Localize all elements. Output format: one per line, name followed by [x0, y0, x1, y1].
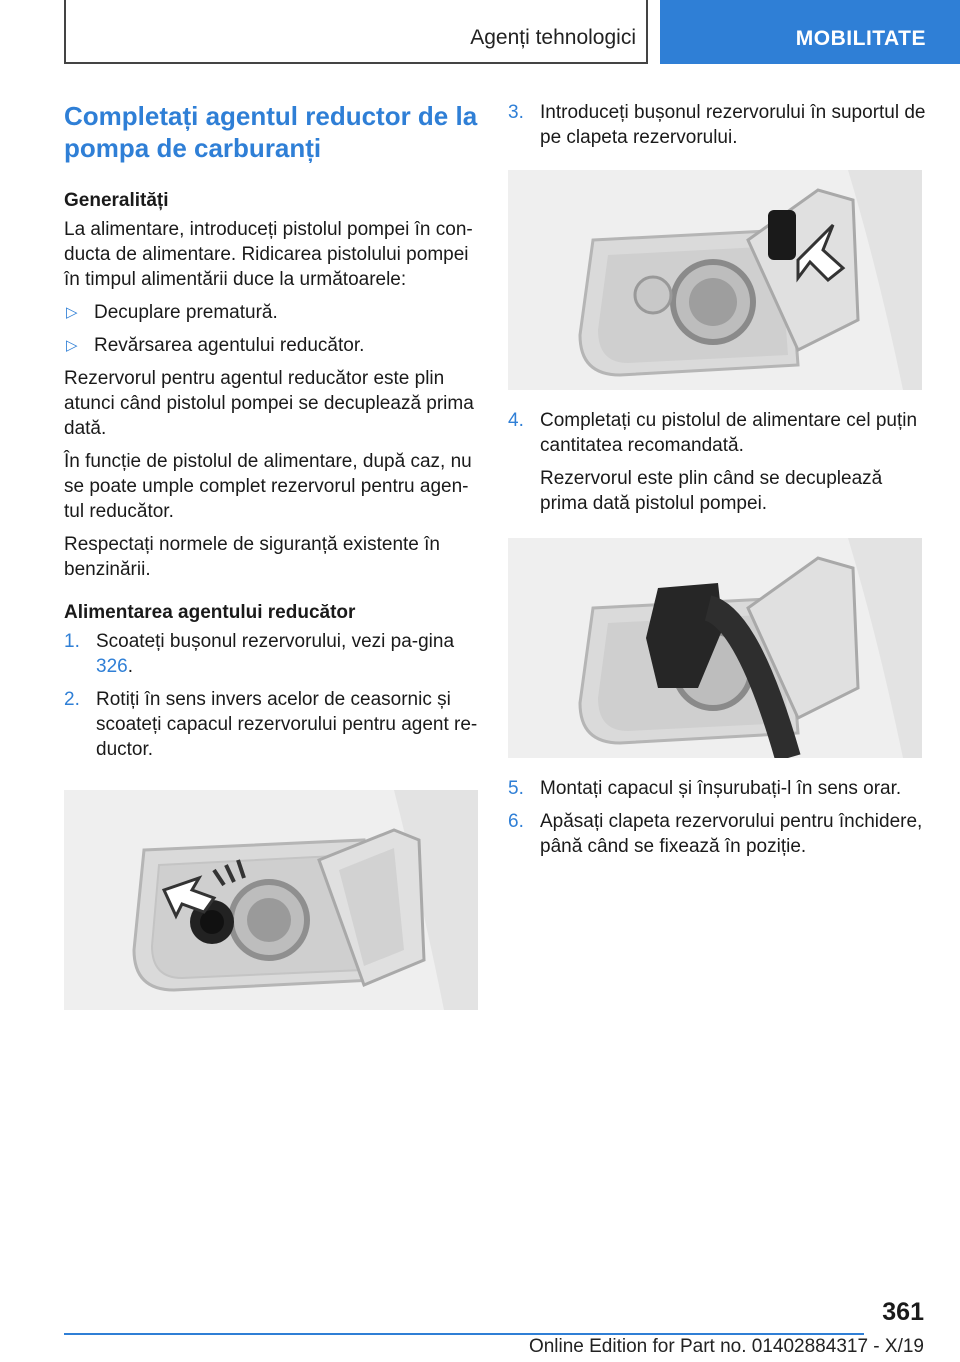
- paragraph: În funcție de pistolul de alimentare, după caz, nu se poate umple complet rezervorul pentru agen-tul reducător.: [64, 451, 472, 522]
- footer-divider: [64, 1333, 864, 1335]
- general-text: La alimentare, introduceți pistolul pompei în con-ducta de alimentare. Ridicarea pistolului pompei în timpul alimentării duce la următoarele:: [64, 219, 473, 290]
- section-title: Completați agentul reductor de la pompa de carburanți: [64, 101, 478, 163]
- photo-cap-holder: [508, 170, 922, 390]
- step-note: Rezervorul este plin când se decuplează prima dată pistolul pompei.: [540, 468, 883, 514]
- list-item: ▷ Decuplare prematură.: [66, 302, 278, 323]
- fill-heading: Alimentarea agentului reducător: [64, 602, 356, 623]
- triangle-bullet-icon: ▷: [66, 304, 78, 321]
- left-column: [64, 100, 478, 1010]
- photo-fuel-nozzle: [508, 538, 922, 758]
- right-column: [508, 100, 932, 867]
- step-item: 5. Montați capacul și înșurubați-l în sens orar.: [508, 778, 902, 799]
- step-item: 2. Rotiți în sens invers acelor de ceasornic și scoateți capacul rezervorului pentru agent re-ductor.: [64, 689, 478, 760]
- step-item: 1. Scoateți bușonul rezervorului, vezi pa-gina 326.: [64, 631, 455, 677]
- page-number: 361: [882, 1298, 924, 1326]
- step-item: 4. Completați cu pistolul de alimentare cel puțin cantitatea recomandată. Rezervorul este plin când se decuplează prima dată pistolul pompei.: [508, 408, 932, 516]
- paragraph: Respectați normele de siguranță existente în benzinării.: [64, 534, 440, 580]
- step-item: 3. Introduceți bușonul rezervorului în suportul de pe clapeta rezervorului.: [508, 102, 926, 148]
- header-subtitle: Agenți tehnologici: [470, 26, 636, 49]
- footer-edition: Online Edition for Part no. 01402884317 - X/19: [528, 1336, 924, 1357]
- section-tab[interactable]: MOBILITATE: [660, 0, 960, 64]
- triangle-bullet-icon: ▷: [66, 337, 78, 354]
- step-item: 6. Apăsați clapeta rezervorului pentru închidere, până când se fixează în poziție.: [508, 811, 923, 857]
- photo-remove-cap: [64, 790, 478, 1010]
- general-heading: Generalități: [64, 190, 169, 211]
- list-item: ▷ Revărsarea agentului reducător.: [66, 335, 365, 356]
- paragraph: Rezervorul pentru agentul reducător este plin atunci când pistolul pompei se decuplează prima dată.: [64, 368, 474, 439]
- page-link[interactable]: 326: [96, 656, 128, 677]
